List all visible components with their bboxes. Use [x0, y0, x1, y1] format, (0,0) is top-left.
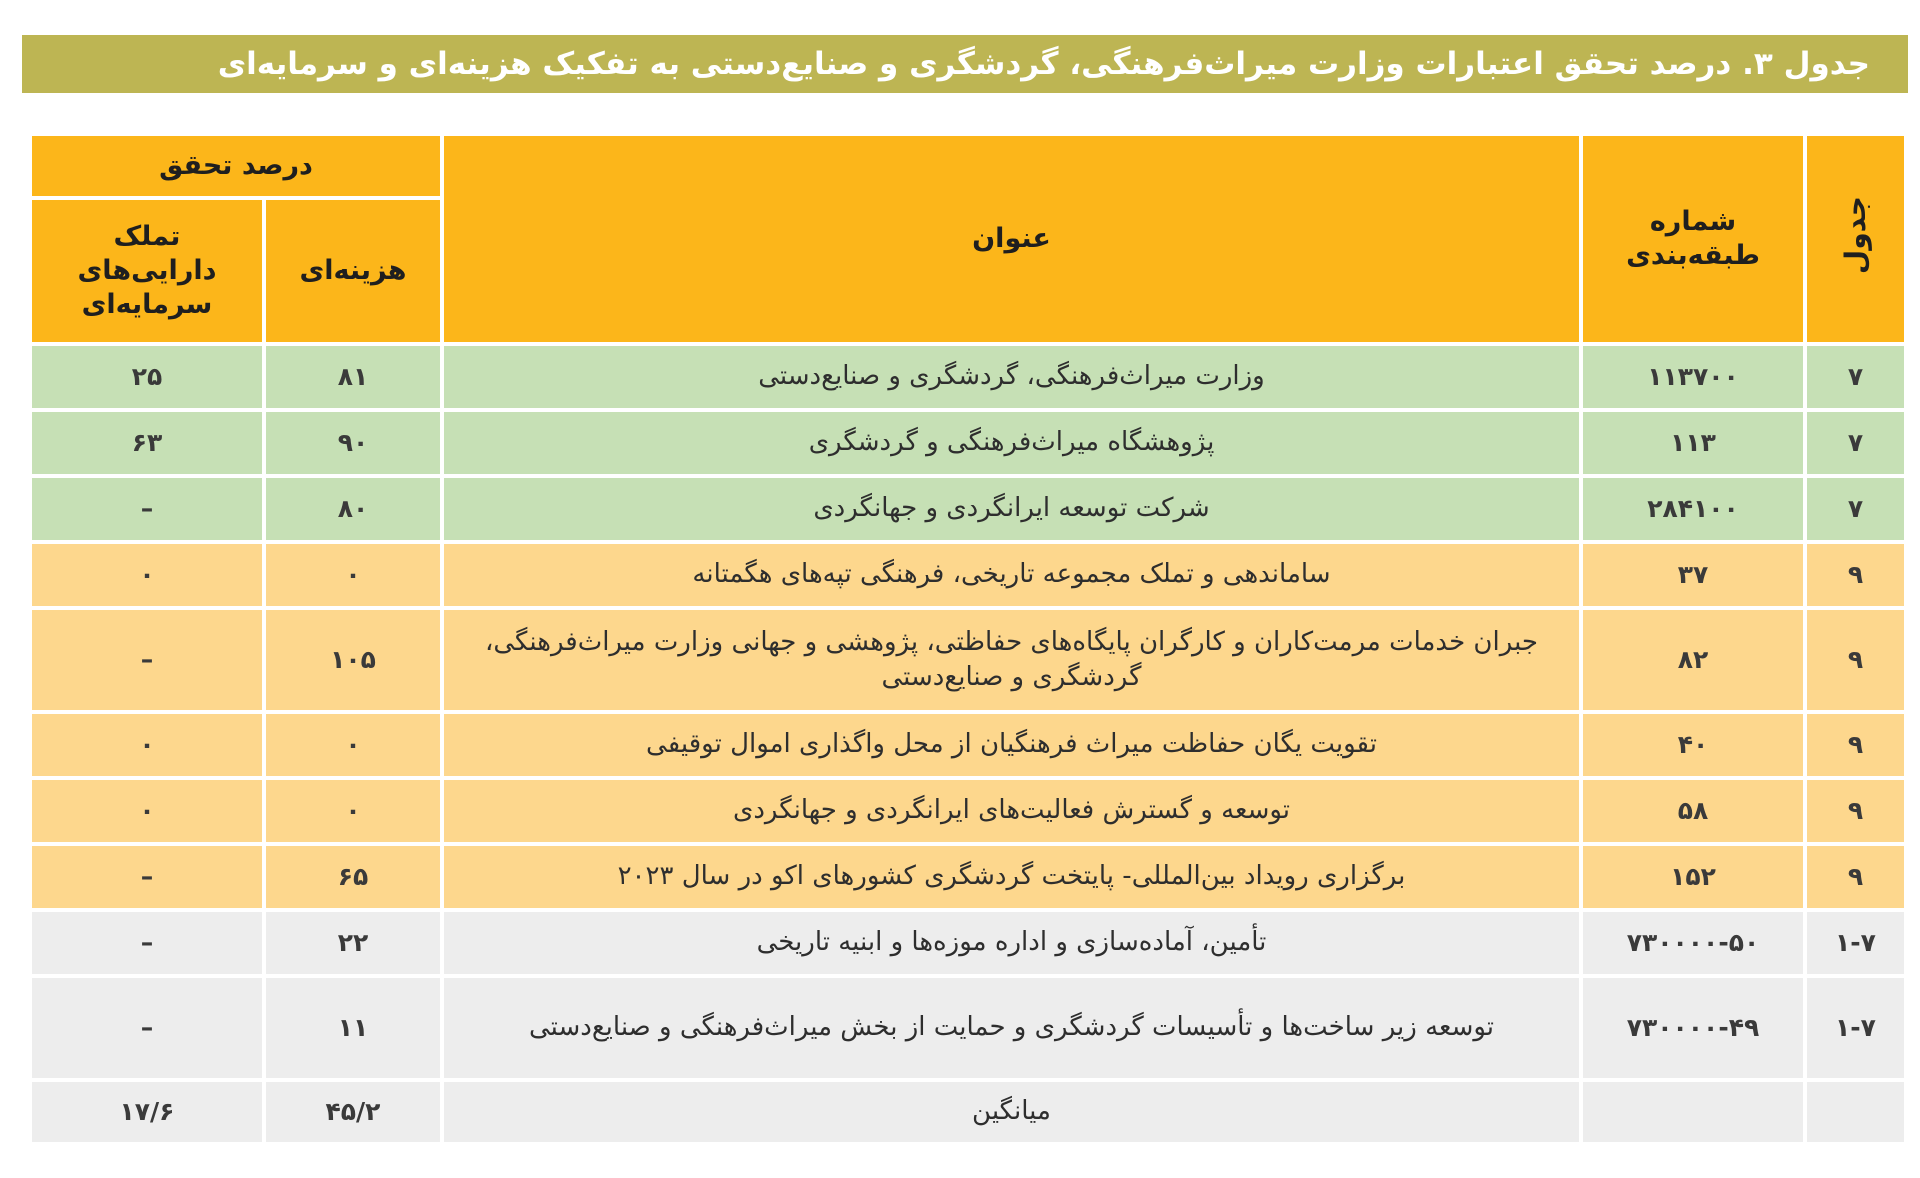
cell-current: ۶۵	[266, 846, 440, 908]
cell-classification-no: ۳۷	[1583, 544, 1803, 606]
average-label: میانگین	[444, 1082, 1579, 1142]
cell-table-no: ۹	[1807, 714, 1904, 776]
cell-table-no: ۹	[1807, 780, 1904, 842]
table-row	[32, 346, 1904, 408]
header-classification-no: شماره طبقه‌بندی	[1583, 136, 1803, 342]
cell-current: ۰	[266, 714, 440, 776]
table-caption-banner	[22, 35, 1908, 93]
cell-title: ساماندهی و تملک مجموعه تاریخی، فرهنگی تپه‌های هگمتانه	[444, 544, 1579, 606]
cell-table-no: ۱-۷	[1807, 912, 1904, 974]
cell-capital: –	[32, 978, 262, 1078]
cell-current: ۸۱	[266, 346, 440, 408]
table-row	[32, 780, 1904, 842]
table-row	[32, 412, 1904, 474]
realization-table-container	[34, 132, 1908, 1146]
cell-capital: –	[32, 912, 262, 974]
cell-title: تأمین، آماده‌سازی و اداره موزه‌ها و ابنیه تاریخی	[444, 912, 1579, 974]
header-current: هزینه‌ای	[266, 200, 440, 342]
cell-title: پژوهشگاه میراث‌فرهنگی و گردشگری	[444, 412, 1579, 474]
cell-table-no: ۷	[1807, 478, 1904, 540]
cell-classification-no: ۸۲	[1583, 610, 1803, 710]
cell-table-no: ۹	[1807, 846, 1904, 908]
cell-capital: ۲۵	[32, 346, 262, 408]
table-caption: جدول ۳. درصد تحقق اعتبارات وزارت میراث‌فرهنگی، گردشگری و صنایع‌دستی به تفکیک هزینه‌ای و سرمایه‌ای	[217, 46, 1870, 82]
cell-classification-no: ۱۱۳	[1583, 412, 1803, 474]
realization-table	[28, 132, 1908, 1146]
cell-capital: –	[32, 610, 262, 710]
cell-classification-no-empty	[1583, 1082, 1803, 1142]
table-row	[32, 912, 1904, 974]
cell-table-no: ۷	[1807, 412, 1904, 474]
cell-title: توسعه و گسترش فعالیت‌های ایرانگردی و جهانگردی	[444, 780, 1579, 842]
table-row	[32, 846, 1904, 908]
cell-classification-no: ۴۰	[1583, 714, 1803, 776]
header-title: عنوان	[444, 136, 1579, 342]
cell-title: تقویت یگان حفاظت میراث فرهنگیان از محل واگذاری اموال توقیفی	[444, 714, 1579, 776]
cell-title: وزارت میراث‌فرهنگی، گردشگری و صنایع‌دستی	[444, 346, 1579, 408]
cell-capital: ۰	[32, 714, 262, 776]
header-realization-percent: درصد تحقق	[32, 136, 440, 196]
average-capital: ۱۷/۶	[32, 1082, 262, 1142]
header-table-no	[1807, 136, 1904, 342]
cell-table-no: ۱-۷	[1807, 978, 1904, 1078]
cell-classification-no: ۷۳۰۰۰۰-۴۹	[1583, 978, 1803, 1078]
table-row	[32, 544, 1904, 606]
cell-current: ۸۰	[266, 478, 440, 540]
cell-table-no-empty	[1807, 1082, 1904, 1142]
cell-current: ۱۰۵	[266, 610, 440, 710]
cell-title: توسعه زیر ساخت‌ها و تأسیسات گردشگری و حمایت از بخش میراث‌فرهنگی و صنایع‌دستی	[444, 978, 1579, 1078]
cell-table-no: ۷	[1807, 346, 1904, 408]
cell-classification-no: ۱۱۳۷۰۰	[1583, 346, 1803, 408]
cell-title: جبران خدمات مرمت‌کاران و کارگران پایگاه‌های حفاظتی، پژوهشی و جهانی وزارت میراث‌فرهنگی، گردشگری و صنایع‌دستی	[444, 610, 1579, 710]
table-row	[32, 978, 1904, 1078]
cell-title: شرکت توسعه ایرانگردی و جهانگردی	[444, 478, 1579, 540]
table-row	[32, 714, 1904, 776]
header-table-no-label: جدول	[1839, 195, 1872, 274]
cell-classification-no: ۲۸۴۱۰۰	[1583, 478, 1803, 540]
average-row	[32, 1082, 1904, 1142]
cell-current: ۲۲	[266, 912, 440, 974]
cell-current: ۰	[266, 780, 440, 842]
cell-current: ۱۱	[266, 978, 440, 1078]
cell-table-no: ۹	[1807, 544, 1904, 606]
header-capital: تملک دارایی‌های سرمایه‌ای	[32, 200, 262, 342]
cell-capital: –	[32, 478, 262, 540]
table-row	[32, 610, 1904, 710]
cell-capital: ۰	[32, 544, 262, 606]
cell-current: ۰	[266, 544, 440, 606]
cell-title: برگزاری رویداد بین‌المللی- پایتخت گردشگری کشورهای اکو در سال ۲۰۲۳	[444, 846, 1579, 908]
cell-current: ۹۰	[266, 412, 440, 474]
average-current: ۴۵/۲	[266, 1082, 440, 1142]
table-row	[32, 478, 1904, 540]
cell-capital: ۰	[32, 780, 262, 842]
cell-capital: –	[32, 846, 262, 908]
cell-capital: ۶۳	[32, 412, 262, 474]
cell-classification-no: ۱۵۲	[1583, 846, 1803, 908]
cell-table-no: ۹	[1807, 610, 1904, 710]
cell-classification-no: ۷۳۰۰۰۰-۵۰	[1583, 912, 1803, 974]
cell-classification-no: ۵۸	[1583, 780, 1803, 842]
